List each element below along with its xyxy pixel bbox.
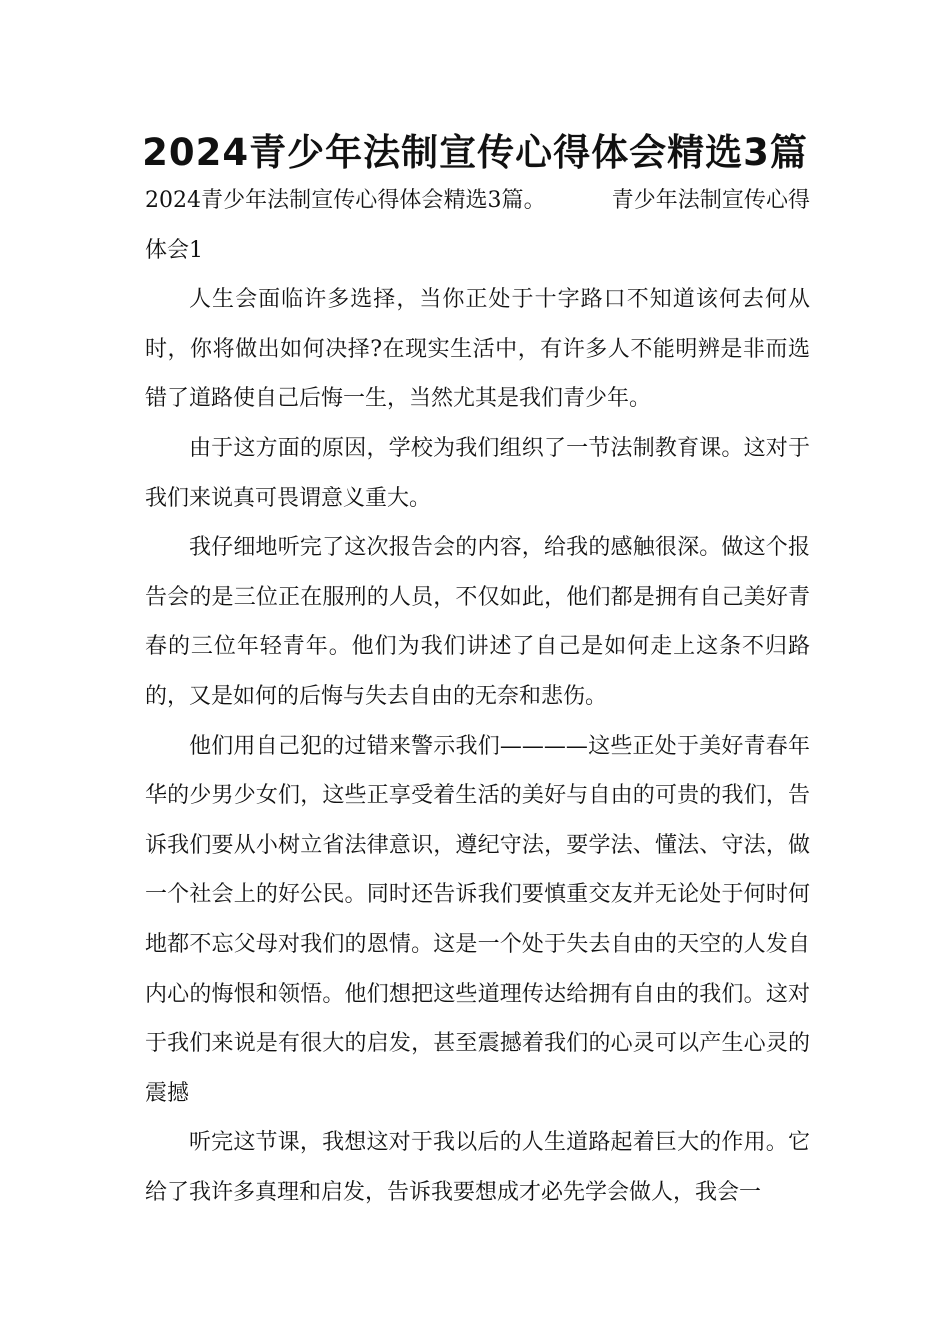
paragraph-2: 由于这方面的原因，学校为我们组织了一节法制教育课。这对于我们来说真可畏谓意义重大。 [145,435,810,511]
intro-paragraph [145,176,810,275]
document-title: 2024青少年法制宣传心得体会精选3篇 [142,131,808,174]
intro-text-part2: 青少年法制宣传心得体会1 [145,188,810,263]
document-body [145,176,810,1217]
paragraph-3: 我仔细地听完了这次报告会的内容，给我的感触很深。做这个报告会的是三位正在服刑的人员，不仅如此，他们都是拥有自己美好青春的三位年轻青年。他们为我们讲述了自己是如何走上这条不归路的，又是如何的后悔与失去自由的无奈和悲伤。 [145,535,810,709]
paragraph-5: 听完这节课，我想这对于我以后的人生道路起着巨大的作用。它给了我许多真理和启发，告诉我要想成才必先学会做人，我会一 [145,1130,810,1205]
paragraph-1: 人生会面临许多选择，当你正处于十字路口不知道该何去何从时，你将做出如何决择?在现实生活中，有许多人不能明辨是非而选错了道路使自己后悔一生，当然尤其是我们青少年。 [145,287,810,412]
intro-text-part1: 2024青少年法制宣传心得体会精选3篇。 [145,188,546,213]
paragraph-4: 他们用自己犯的过错来警示我们————这些正处于美好青春年华的少男少女们，这些正享受着生活的美好与自由的可贵的我们，告诉我们要从小树立省法律意识，遵纪守法，要学法、懂法、守法，做一个社会上的好公民。同时还告诉我们要慎重交友并无论处于何时何地都不忘父母对我们的恩情。这是一个处于失去自由的天空的人发自内心的悔恨和领悟。他们想把这些道理传达给拥有自由的我们。这对于我们来说是有很大的启发，甚至震撼着我们的心灵可以产生心灵的震撼 [145,733,810,1106]
